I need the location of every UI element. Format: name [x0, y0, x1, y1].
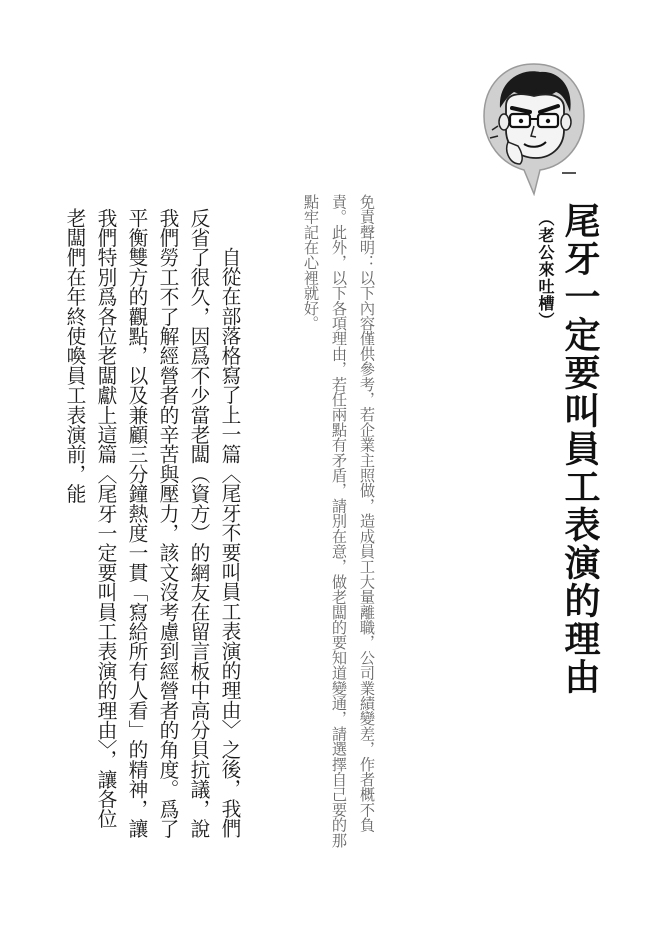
disclaimer-paragraph: 免責聲明：以下內容僅供參考，若企業主照做，造成員工大量離職，公司業績變差，作者概不負責。此外，以下各項理由，若任兩點有矛盾，請別在意，做老闆的要知道變通，請選擇自己要的那點牢記在心裡就好。	[302, 194, 376, 848]
body-text	[59, 208, 245, 848]
section-subtitle: （老公來吐槽）	[536, 210, 555, 329]
page-title: 尾牙一定要叫員工表演的理由	[559, 202, 600, 696]
body-paragraph: 自從在部落格寫了上一篇〈尾牙不要叫員工表演的理由〉之後，我們反省了很久，因爲不少當老闆（資方）的網友在留言板中高分貝抗議，說我們勞工不了解經營者的辛苦與壓力，該文沒考慮到經營者的角度。爲了平衡雙方的觀點，以及兼顧三分鐘熱度一貫「寫給所有人看」的精神，讓我們特別爲各位老闆獻上這篇〈尾牙一定要叫員工表演的理由〉，讓各位老闆們在年終使喚員工表演前，能	[63, 208, 241, 839]
disclaimer-text	[297, 194, 381, 854]
decorative-dash	[562, 172, 576, 184]
